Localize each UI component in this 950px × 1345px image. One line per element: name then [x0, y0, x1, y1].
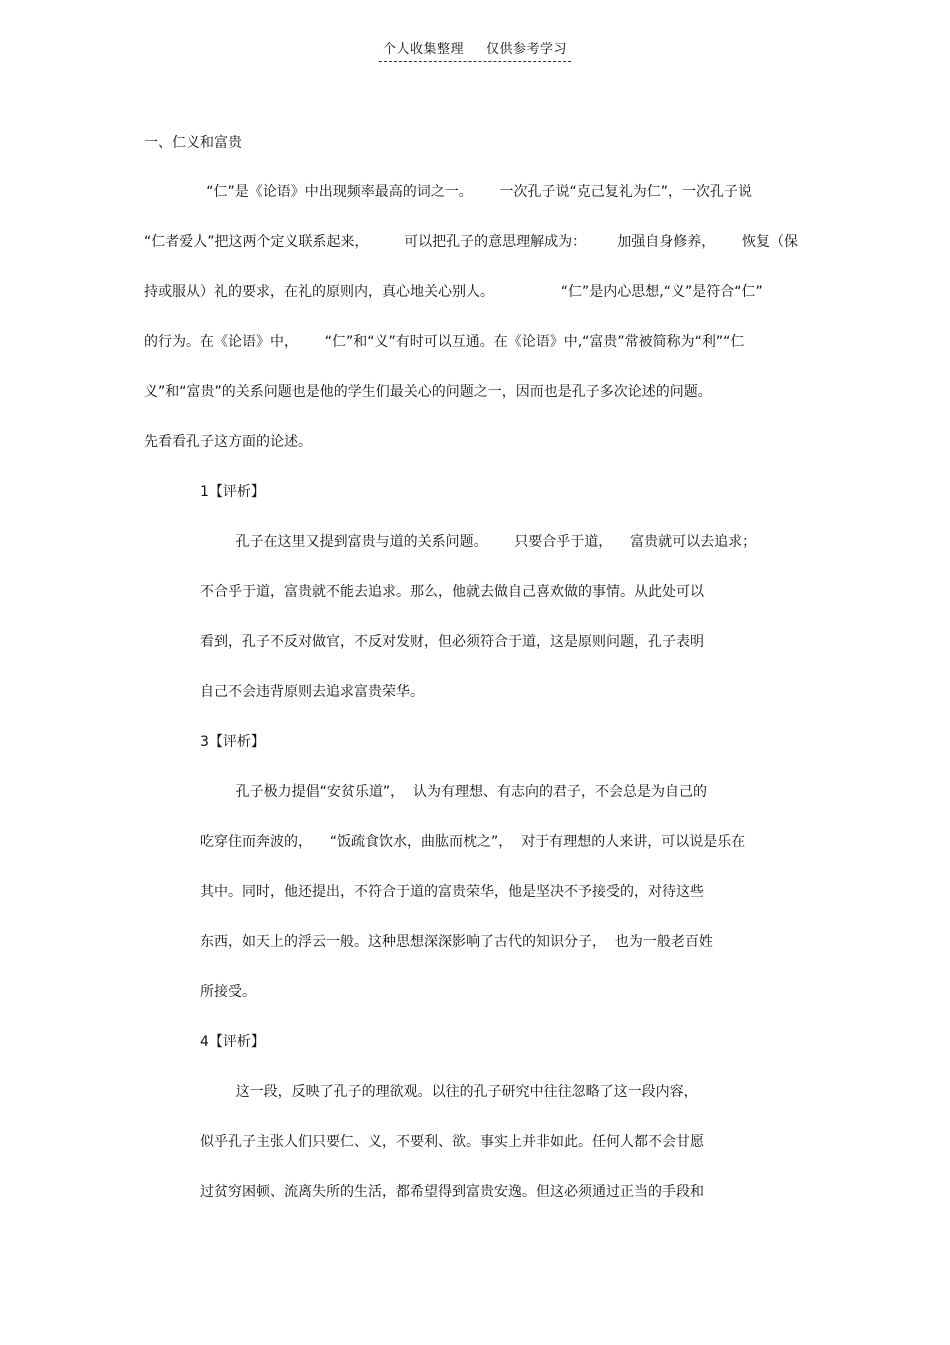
analysis-line: 似乎孔子主张人们只要仁、义，不要利、欲。事实上并非如此。任何人都不会甘愿 [200, 1134, 704, 1150]
header-left-text: 个人收集整理 [382, 42, 464, 57]
analysis-line: 这一段，反映了孔子的理欲观。以往的孔子研究中往往忽略了这一段内容， [200, 1084, 698, 1100]
analysis-line: 过贫穷困顿、流离失所的生活，都希望得到富贵安逸。但这必须通过正当的手段和 [200, 1184, 704, 1200]
section-title: 一、仁义和富贵 [144, 135, 242, 151]
analysis-line: 孔子极力提倡“安贫乐道”， 认为有理想、有志向的君子，不会总是为自己的 [200, 784, 708, 800]
intro-line: 持或服从）礼的要求，在礼的原则内，真心地关心别人。 “仁”是内心思想,“义”是符合“仁” [144, 284, 763, 300]
analysis-heading-1: 1【评析】 [200, 484, 265, 500]
intro-line: “仁者爱人”把这两个定义联系起来， 可以把孔子的意思理解成为： 加强自身修养， 恢复（保 [144, 234, 798, 250]
analysis-line: 东西，如天上的浮云一般。这种思想深深影响了古代的知识分子， 也为一般老百姓 [200, 934, 713, 950]
analysis-line: 孔子在这里又提到富贵与道的关系问题。 只要合乎于道， 富贵就可以去追求； [200, 534, 757, 550]
analysis-line: 吃穿住而奔波的， “饭疏食饮水，曲肱而枕之”， 对于有理想的人来讲，可以说是乐在 [200, 834, 746, 850]
analysis-line: 不合乎于道，富贵就不能去追求。那么，他就去做自己喜欢做的事情。从此处可以 [200, 584, 704, 600]
intro-line: 义”和“富贵”的关系问题也是他的学生们最关心的问题之一，因而也是孔子多次论述的问题。 [144, 384, 712, 400]
analysis-line: 自己不会违背原则去追求富贵荣华。 [200, 684, 424, 700]
page-header [0, 38, 950, 62]
analysis-heading-3: 3【评析】 [200, 734, 265, 750]
header-rule [379, 38, 571, 62]
analysis-line: 其中。同时，他还提出，不符合于道的富贵荣华，他是坚决不予接受的，对待这些 [200, 884, 704, 900]
intro-line: 的行为。在《论语》中， “仁”和“义”有时可以互通。在《论语》中,“富贵”常被简称为“利”“仁 [144, 334, 745, 350]
analysis-line: 看到，孔子不反对做官，不反对发财，但必须符合于道，这是原则问题，孔子表明 [200, 634, 704, 650]
analysis-heading-4: 4【评析】 [200, 1034, 265, 1050]
intro-line: 先看看孔子这方面的论述。 [144, 434, 312, 450]
header-right-text: 仅供参考学习 [486, 42, 568, 57]
intro-line: “仁”是《论语》中出现频率最高的词之一。 一次孔子说“克己复礼为仁”，一次孔子说 [144, 184, 753, 200]
analysis-line: 所接受。 [200, 984, 256, 1000]
